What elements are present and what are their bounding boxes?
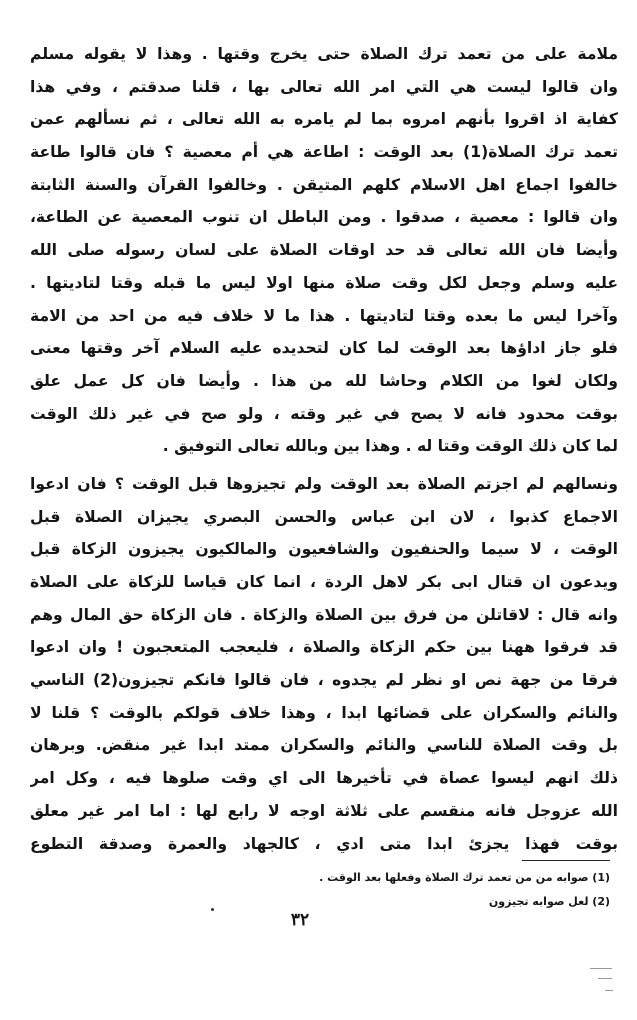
scan-speck (598, 978, 612, 979)
text-line: ملامة على من تعمد ترك الصلاة حتى يخرج وقتها . وهذا لا يقوله مسلم (30, 45, 618, 63)
page-number: ٣٢ (290, 910, 310, 930)
text-line: وان قالوا : معصية ، صدقوا . ومن الباطل ان تنوب المعصية عن الطاعة، (30, 208, 618, 227)
text-line: قد فرقوا ههنا بين حكم الزكاة والصلاة ، فليعجب المتعجبون ! وان ادعوا (30, 638, 618, 657)
text-line: تعمد ترك الصلاة(1) بعد الوقت : اطاعة هي أم معصية ؟ فان قالوا طاعة (30, 143, 618, 162)
text-line: الاجماع كذبوا ، لان ابن عباس والحسن البصري يجيزان الصلاة قبل (30, 507, 618, 526)
text-line: ذلك انهم ليسوا عصاة في تأخيرها الى اي وقت صلوها فيه ، وكل امر (30, 769, 618, 788)
text-line: والنائم والسكران على قضائها ابدا ، وهذا خلاف قولكم بالوقت ؟ قلنا لا (30, 703, 618, 722)
text-line: وآخرا ليس ما بعده وقتا لتاديتها . هذا ما لا خلاف فيه من احد من الامة (30, 306, 618, 325)
text-line: وانه قال : لاقاتلن من فرق بين الصلاة والزكاة . فان الزكاة حق المال وهم (30, 605, 618, 624)
text-line: كفاية اذ اقروا بأنهم امروه بما لم يامره به الله تعالى ، ثم نسألهم عمن (30, 110, 618, 129)
text-line: ولكان لغوا من الكلام وحاشا لله من هذا . وأيضا فان كل عمل علق (30, 371, 618, 390)
text-line: بوقت محدود فانه لا يصح في غير وقته ، ولو صح في غير ذلك الوقت (30, 404, 618, 423)
text-line: فلو جاز اداؤها بعد الوقت لما كان لتحديده عليه السلام آخر وقتها معنى (30, 339, 618, 358)
footnotes (230, 866, 610, 914)
footnote: (2) لعل صوابه تجيزون (488, 895, 610, 908)
text-line: لما كان ذلك الوقت وقتا له . وهذا بين وبالله تعالى التوفيق . (162, 437, 618, 456)
text-line: الوقت ، لا سيما والحنفيون والشافعيون والمالكيون يجيزون الزكاة قبل (30, 540, 618, 559)
text-line: بوقت فهذا يجزئ ابدا متى ادي ، كالجهاد والعمرة وصدقة التطوع (30, 834, 618, 853)
text-line: ونسالهم لم اجزتم الصلاة بعد الوقت ولم تجيزوها قبل الوقت ؟ فان ادعوا (30, 474, 618, 493)
scan-speck (211, 908, 214, 911)
body-text (30, 38, 618, 860)
text-line: وأيضا فان الله تعالى قد حد اوقات الصلاة على لسان رسوله صلى الله (30, 241, 618, 260)
text-line: ويدعون ان قتال ابى بكر لاهل الردة ، انما كان قياسا للزكاة على الصلاة (30, 573, 618, 591)
scan-speck (605, 990, 613, 991)
text-line: بل وقت الصلاة للناسي والنائم والسكران ممتد ابدا غير منقض. وبرهان (30, 736, 618, 755)
scan-speck (590, 968, 612, 969)
text-line: خالفوا اجماع اهل الاسلام كلهم المتيقن . وخالفوا القرآن والسنة الثابتة (30, 175, 618, 194)
text-line: عليه وسلم وجعل لكل وقت صلاة منها اولا ليس ما قبله وقتا لتاديتها . (30, 273, 618, 292)
footnote-separator (522, 860, 610, 861)
text-line: فرقا من جهة نص او نظر لم يجدوه ، فان قالوا فانكم تجيزون(2) الناسي (30, 671, 618, 690)
footnote: (1) صوابه من من تعمد ترك الصلاة وفعلها بعد الوقت . (319, 871, 610, 884)
text-line: الله عزوجل فانه منقسم على ثلاثة اوجه لا رابع لها : اما امر غير معلق (30, 801, 618, 820)
text-line: وان قالوا ليست هي التي امر الله تعالى بها ، قلنا صدقتم ، وفي هذا (30, 77, 618, 96)
